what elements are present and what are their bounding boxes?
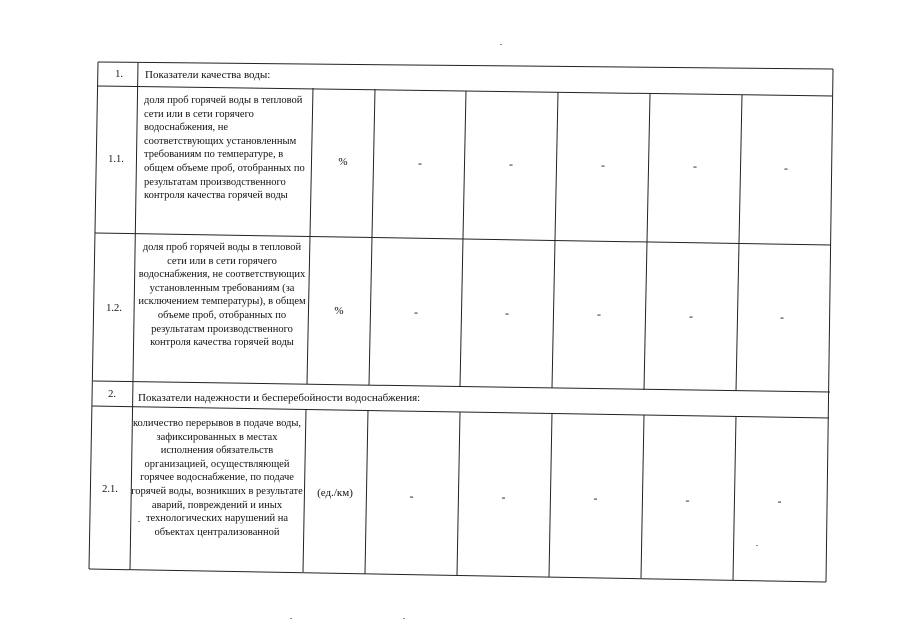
- row-2-1-value-1: -: [409, 489, 414, 503]
- row-2-1-value-4: -: [685, 493, 690, 507]
- row-1-2-value-1: -: [414, 305, 418, 319]
- row-1-1-unit: %: [338, 156, 348, 168]
- row-2-1-value-5: -: [777, 494, 782, 508]
- section-1-number: 1.: [115, 69, 123, 80]
- row-1-1-value-4: -: [693, 159, 697, 173]
- row-2-1-number: 2.1.: [102, 484, 118, 495]
- row-2-1-value-2: -: [501, 490, 506, 504]
- row-1-1-value-2: -: [509, 157, 513, 171]
- row-1-2-description: доля проб горячей воды в тепловой сети или в сети горячего водоснабжения, не соответствующих установленным требованиям (за исключением температуры), в общем объеме проб, отобранных по результатам производственного контроля качества горячей воды: [138, 242, 306, 349]
- row-1-1-value-5: -: [784, 161, 788, 175]
- row-1-1-value-3: -: [601, 158, 605, 172]
- row-1-1-description: доля проб горячей воды в тепловой сети или в сети горячего водоснабжения, не соответствующих установленным требованиям по температуре, в общем объеме проб, отобранных по результатам производственного контроля качества горячей воды: [144, 95, 305, 202]
- row-1-2-value-2: -: [505, 306, 509, 320]
- row-1-2-number: 1.2.: [106, 303, 122, 314]
- row-2-1-description: количество перерывов в подаче воды, зафиксированных в местах исполнения обязательств организацией, осуществляющей горячее водоснабжение, по подаче горячей воды, возникших в результате аварий, повреждений и иных технологических нарушений на объектах централизованной: [131, 418, 303, 538]
- scan-speck: [290, 618, 292, 619]
- scan-speck: [403, 618, 405, 619]
- row-1-2-value-5: -: [780, 310, 784, 324]
- scan-speck: [500, 44, 502, 45]
- row-1-1-number: 1.1.: [108, 154, 124, 165]
- row-1-2-value-4: -: [689, 309, 693, 323]
- section-2-number: 2.: [108, 389, 116, 400]
- row-1-1-value-1: -: [418, 156, 422, 170]
- row-2-1-value-3: -: [593, 491, 598, 505]
- row-1-2-value-3: -: [597, 307, 601, 321]
- row-1-2-unit: %: [334, 305, 344, 317]
- row-2-1-unit: (ед./км): [317, 487, 353, 499]
- section-2-title: Показатели надежности и бесперебойности водоснабжения:: [138, 392, 421, 404]
- section-1-title: Показатели качества воды:: [145, 69, 271, 81]
- scan-speck: [138, 521, 140, 522]
- scan-speck: [756, 545, 758, 546]
